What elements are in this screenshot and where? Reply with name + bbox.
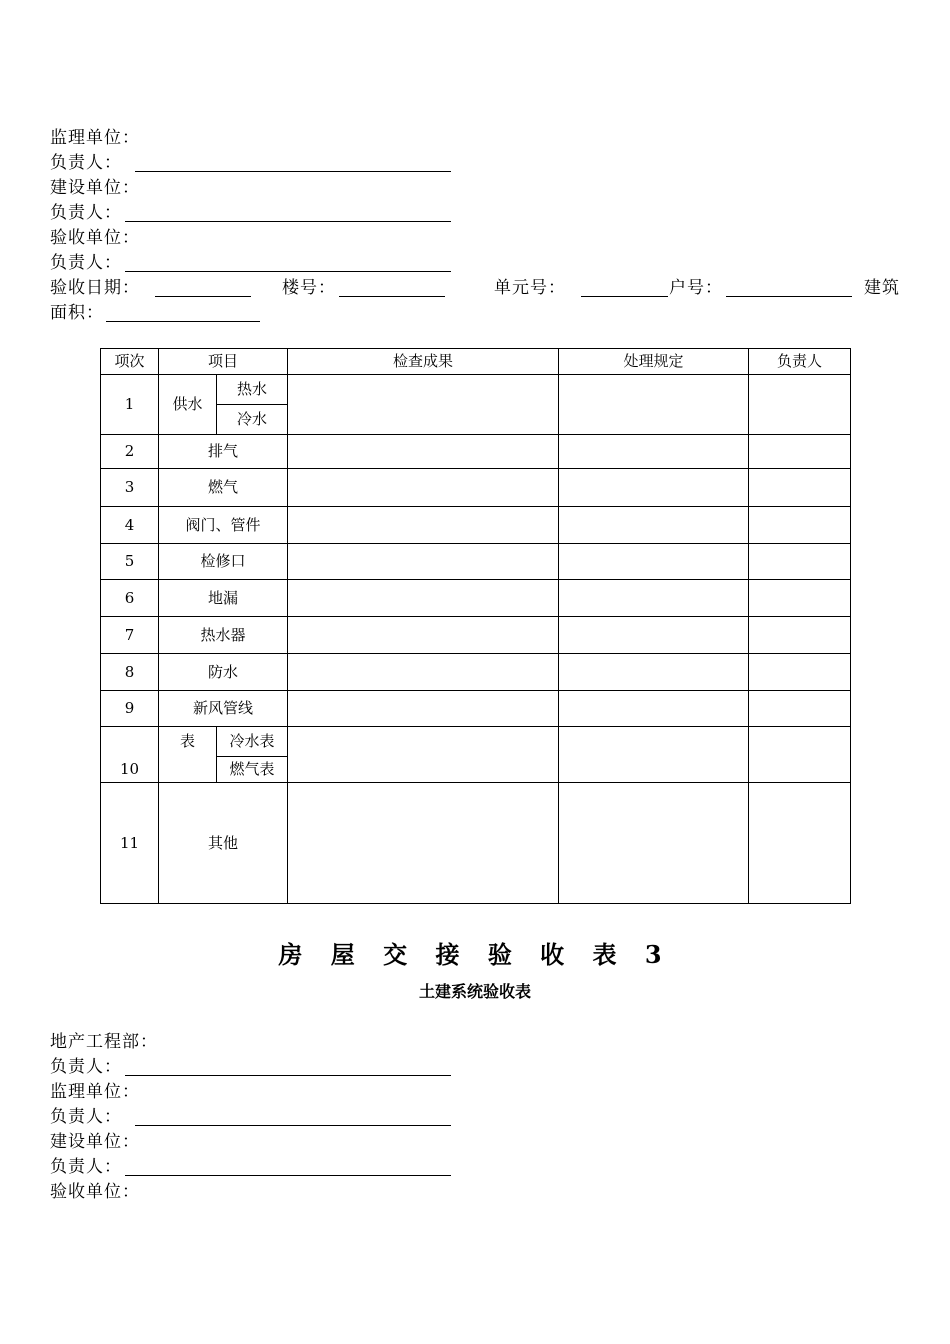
responsible-cell[interactable] — [749, 544, 851, 580]
handling-cell[interactable] — [559, 691, 749, 727]
responsible-cell[interactable] — [749, 617, 851, 654]
row-subitem: 燃气表 — [217, 757, 288, 783]
table-row — [101, 580, 851, 617]
supervision-unit-label: 监理单位： — [50, 1082, 140, 1102]
row-item: 防水 — [159, 654, 288, 691]
row-index: 1 — [101, 375, 159, 435]
handling-cell[interactable] — [559, 544, 749, 580]
construction-unit-label: 建设单位： — [50, 178, 140, 198]
room-no-label: 户号： — [669, 278, 723, 298]
row-index: 7 — [101, 617, 159, 654]
header-responsible: 负责人 — [749, 349, 851, 375]
person-in-charge-field[interactable] — [135, 171, 451, 172]
result-cell[interactable] — [288, 435, 559, 469]
row-subitem: 冷水表 — [217, 727, 288, 757]
person-in-charge-label: 负责人： — [50, 203, 122, 223]
result-cell[interactable] — [288, 727, 559, 783]
inspection-table — [100, 348, 851, 904]
handling-cell[interactable] — [559, 617, 749, 654]
person-in-charge-label: 负责人： — [50, 253, 122, 273]
result-cell[interactable] — [288, 654, 559, 691]
result-cell[interactable] — [288, 544, 559, 580]
row-item: 热水器 — [159, 617, 288, 654]
building-area-field[interactable] — [106, 321, 260, 322]
responsible-cell[interactable] — [749, 654, 851, 691]
person-in-charge-label: 负责人： — [50, 153, 122, 173]
acceptance-date-label: 验收日期： — [50, 278, 140, 298]
row-index: 10 — [101, 727, 159, 783]
responsible-cell[interactable] — [749, 507, 851, 544]
row-item: 地漏 — [159, 580, 288, 617]
row-subitem: 热水 — [217, 375, 288, 405]
result-cell[interactable] — [288, 783, 559, 904]
row-index: 2 — [101, 435, 159, 469]
row-item: 供水 — [159, 375, 217, 435]
unit-no-label: 单元号： — [494, 278, 566, 298]
result-cell[interactable] — [288, 580, 559, 617]
row-index: 4 — [101, 507, 159, 544]
responsible-cell[interactable] — [749, 783, 851, 904]
handling-cell[interactable] — [559, 727, 749, 783]
table-header-row — [101, 349, 851, 375]
row-item: 其他 — [159, 783, 288, 904]
result-cell[interactable] — [288, 617, 559, 654]
row-item: 排气 — [159, 435, 288, 469]
real-estate-dept-label: 地产工程部： — [50, 1032, 158, 1052]
header-result: 检查成果 — [288, 349, 559, 375]
person-in-charge-label: 负责人： — [50, 1157, 122, 1177]
handling-cell[interactable] — [559, 507, 749, 544]
table-row — [101, 375, 851, 405]
table-row — [101, 544, 851, 580]
responsible-cell[interactable] — [749, 375, 851, 435]
acceptance-unit-label: 验收单位： — [50, 1182, 140, 1202]
row-index: 5 — [101, 544, 159, 580]
responsible-cell[interactable] — [749, 727, 851, 783]
row-index: 11 — [101, 783, 159, 904]
header-handling: 处理规定 — [559, 349, 749, 375]
handling-cell[interactable] — [559, 469, 749, 507]
person-in-charge-field[interactable] — [135, 1125, 451, 1126]
row-index: 6 — [101, 580, 159, 617]
acceptance-date-field[interactable] — [155, 296, 251, 297]
row-index: 9 — [101, 691, 159, 727]
person-in-charge-field[interactable] — [125, 1175, 451, 1176]
table-row — [101, 507, 851, 544]
form-title: 房 屋 交 接 验 收 表 3 — [278, 940, 672, 969]
header-index: 项次 — [101, 349, 159, 375]
row-item: 燃气 — [159, 469, 288, 507]
responsible-cell[interactable] — [749, 435, 851, 469]
table-row — [101, 783, 851, 904]
row-item: 新风管线 — [159, 691, 288, 727]
building-area-label: 建筑 — [864, 278, 900, 298]
table-row — [101, 691, 851, 727]
person-in-charge-field[interactable] — [125, 1075, 451, 1076]
acceptance-unit-label: 验收单位： — [50, 228, 140, 248]
room-no-field[interactable] — [726, 296, 852, 297]
building-area-label-cont: 面积： — [50, 303, 104, 323]
building-no-label: 楼号： — [282, 278, 336, 298]
row-index: 3 — [101, 469, 159, 507]
person-in-charge-label: 负责人： — [50, 1107, 122, 1127]
row-subitem: 冷水 — [217, 405, 288, 435]
handling-cell[interactable] — [559, 654, 749, 691]
responsible-cell[interactable] — [749, 469, 851, 507]
supervision-unit-label: 监理单位： — [50, 128, 140, 148]
row-item: 检修口 — [159, 544, 288, 580]
person-in-charge-field[interactable] — [125, 271, 451, 272]
unit-no-field[interactable] — [581, 296, 668, 297]
result-cell[interactable] — [288, 691, 559, 727]
responsible-cell[interactable] — [749, 691, 851, 727]
handling-cell[interactable] — [559, 580, 749, 617]
handling-cell[interactable] — [559, 435, 749, 469]
row-item: 表 — [159, 727, 217, 783]
person-in-charge-field[interactable] — [125, 221, 451, 222]
table-row — [101, 727, 851, 757]
header-item: 项目 — [159, 349, 288, 375]
result-cell[interactable] — [288, 469, 559, 507]
form-subtitle: 土建系统验收表 — [418, 982, 531, 1001]
responsible-cell[interactable] — [749, 580, 851, 617]
result-cell[interactable] — [288, 375, 559, 435]
person-in-charge-label: 负责人： — [50, 1057, 122, 1077]
building-no-field[interactable] — [339, 296, 445, 297]
row-item: 阀门、管件 — [159, 507, 288, 544]
handling-cell[interactable] — [559, 375, 749, 435]
table-row — [101, 469, 851, 507]
row-index: 8 — [101, 654, 159, 691]
result-cell[interactable] — [288, 507, 559, 544]
table-row — [101, 435, 851, 469]
handling-cell[interactable] — [559, 783, 749, 904]
construction-unit-label: 建设单位： — [50, 1132, 140, 1152]
table-row — [101, 617, 851, 654]
table-row — [101, 654, 851, 691]
